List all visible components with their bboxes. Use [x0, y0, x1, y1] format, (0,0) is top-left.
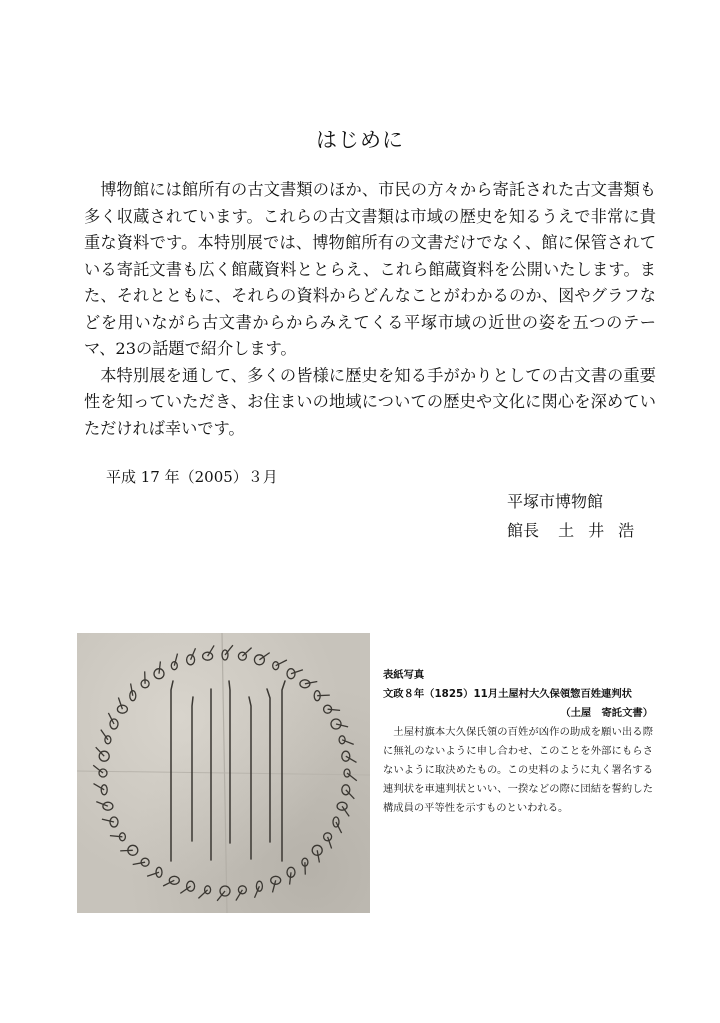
handwritten-column [282, 681, 285, 861]
signature-seal-mark [117, 705, 127, 713]
signature-stroke [102, 819, 114, 822]
signature-stroke [336, 724, 348, 727]
handwritten-column [249, 697, 251, 859]
signature-stroke [273, 880, 276, 892]
intro-paragraph-1: 博物館には館所有の古文書類のほか、市民の方々から寄託された古文書類も多く収蔵されています。これらの古文書類は市域の歴史を知るうえで非常に貴重な資料です。本特別展では、博物館所有の文書だけでなく、館に保管されている寄託文書も広く館蔵資料ととらえ、これら館蔵資料を公開いたします。また、それとともに、それらの資料からどんなことがわかるのか、図やグラフなどを用いながら古文書からからみえてくる平塚市域の近世の姿を五つのテーマ、23の話題で紹介します。 [84, 180, 656, 358]
signature-stroke [342, 806, 349, 816]
publication-date: 平成 17 年（2005）３月 [106, 468, 278, 486]
director-signature [507, 518, 648, 541]
handwritten-column [267, 689, 270, 842]
signature-stroke [328, 709, 341, 710]
photo-caption [383, 666, 653, 818]
organization-name: 平塚市博物館 [507, 492, 604, 511]
signature-stroke [131, 684, 133, 696]
handwritten-column [229, 681, 230, 843]
caption-title: 文政８年（1825）11月土屋村大久保領惣百姓連判状 [383, 688, 632, 700]
caption-label: 表紙写真 [383, 669, 425, 681]
signature-stroke [305, 682, 317, 684]
signature-stroke [94, 784, 105, 790]
signature-stroke [208, 645, 215, 656]
signature-seal-mark [339, 736, 345, 744]
caption-source: （土屋 寄託文書） [560, 707, 653, 719]
page-title: はじめに [316, 128, 404, 152]
signature-stroke [317, 850, 319, 862]
signature-stroke [120, 850, 133, 851]
handwritten-column [192, 697, 193, 841]
signature-seal-mark [203, 652, 213, 660]
signature-seal-mark [324, 833, 332, 841]
signature-seal-mark [156, 867, 162, 877]
signature-stroke [118, 698, 122, 710]
cover-photo [77, 633, 370, 913]
director-name: 土井浩 [558, 521, 649, 540]
signature-seal-mark [271, 876, 281, 884]
intro-paragraph-2: 本特別展を通して、多くの皆様に歴史を知る手がかりとしての古文書の重要性を知っていただき、お住まいの地域についての歴史や文化に関心を深めていただければ幸いです。 [84, 365, 656, 438]
intro-text [84, 177, 656, 442]
signature-seal-mark [171, 662, 177, 670]
signature-stroke [159, 661, 160, 673]
signature-stroke [133, 862, 145, 864]
signature-seal-mark [169, 876, 179, 884]
signature-stroke [101, 730, 108, 740]
director-title: 館長 [507, 521, 540, 540]
signature-stroke [291, 670, 303, 674]
signature-stroke [317, 695, 330, 696]
signature-seal-mark [287, 669, 295, 679]
circular-document-image [77, 633, 370, 913]
signature-stroke [110, 836, 123, 837]
signature-seal-mark [103, 802, 113, 810]
signature-stroke [163, 880, 174, 886]
signature-stroke [290, 872, 291, 884]
caption-description: 土屋村旗本大久保氏領の百姓が凶作の助成を願い出る際に無礼のないように申し合わせ、このことを外部にもらさないように取決めたもの。この史料のように丸く署名する連判状を車連判状といい、一揆などの際に団結を誓約した構成員の平等性を示すものといわれる。 [383, 726, 653, 814]
signature-stroke [180, 886, 190, 893]
handwritten-column [171, 681, 173, 861]
